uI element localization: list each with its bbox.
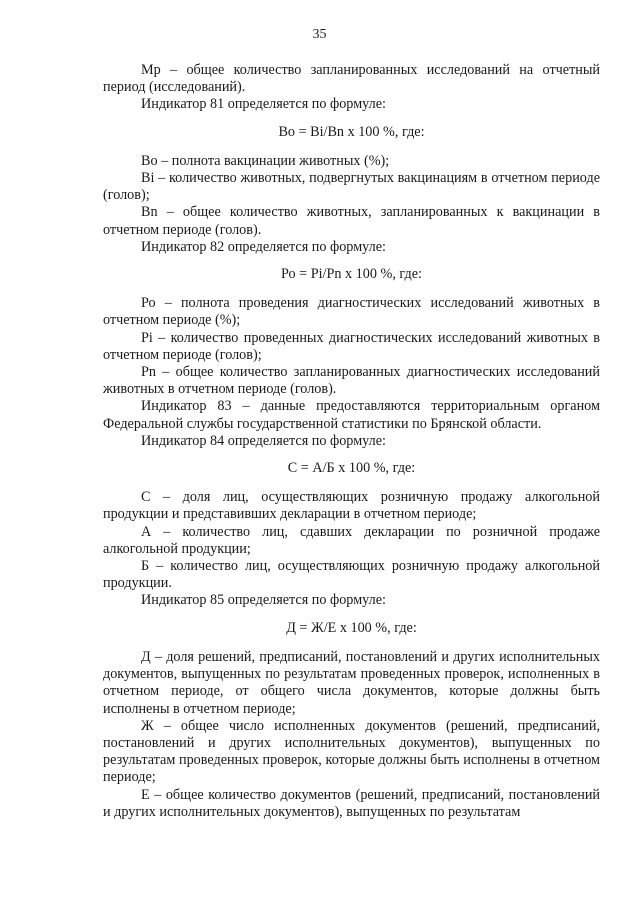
paragraph-rn-definition: Рn – общее количество запланированных диагностических исследований животных в отчетном периоде (голов). [103, 364, 600, 398]
paragraph-e-definition: Е – общее количество документов (решений, предписаний, постановлений и других исполнительных документов), выпущенных по результатам [103, 786, 600, 820]
formula-indicator-84: С = А/Б х 100 %, где: [287, 460, 416, 477]
paragraph-ri-definition: Рi – количество проведенных диагностических исследований животных в отчетном периоде (голов); [103, 329, 600, 363]
paragraph-b-definition: Б – количество лиц, осуществляющих розничную продажу алкогольной продукции. [103, 558, 600, 592]
formula-indicator-81: Во = Вi/Вn х 100 %, где: [278, 123, 425, 140]
paragraph-ro-definition: Ро – полнота проведения диагностических исследований животных в отчетном периоде (%); [103, 295, 600, 329]
page-number: 35 [312, 27, 327, 42]
paragraph-indicator-83: Индикатор 83 – данные предоставляются территориальным органом Федеральной службы государственной статистики по Брянской области. [103, 398, 600, 432]
document-body [103, 62, 600, 821]
paragraph-vn-definition: Вn – общее количество животных, запланированных к вакцинации в отчетном периоде (голов). [103, 204, 600, 238]
paragraph-zh-definition: Ж – общее число исполненных документов (решений, предписаний, постановлений и других исполнительных документов), выпущенных по результатам проведенных проверок, которые должны быть исполнены в отчетном периоде; [103, 717, 600, 786]
paragraph-s-definition: С – доля лиц, осуществляющих розничную продажу алкогольной продукции и представивших декларации в отчетном периоде; [103, 489, 600, 523]
formula-indicator-82: Ро = Рi/Рn х 100 %, где: [281, 266, 422, 283]
paragraph-a-definition: А – количество лиц, сдавших декларации по розничной продаже алкогольной продукции; [103, 523, 600, 557]
formula-indicator-85: Д = Ж/Е х 100 %, где: [286, 619, 417, 636]
paragraph-d-definition: Д – доля решений, предписаний, постановлений и других исполнительных документов, выпущенных по результатам проведенных проверок, исполненных в отчетном периоде, от общего числа документов, которые должны быть исполнены в отчетном периоде; [103, 648, 600, 717]
paragraph-mr-definition: Мр – общее количество запланированных исследований на отчетный период (исследований). [103, 62, 600, 96]
paragraph-indicator-81: Индикатор 81 определяется по формуле: [141, 96, 386, 113]
paragraph-vi-definition: Вi – количество животных, подвергнутых вакцинациям в отчетном периоде (голов); [103, 170, 600, 204]
paragraph-indicator-84: Индикатор 84 определяется по формуле: [141, 432, 386, 449]
paragraph-vo-definition: Во – полнота вакцинации животных (%); [141, 152, 390, 169]
paragraph-indicator-82: Индикатор 82 определяется по формуле: [141, 238, 386, 255]
paragraph-indicator-85: Индикатор 85 определяется по формуле: [141, 592, 386, 609]
